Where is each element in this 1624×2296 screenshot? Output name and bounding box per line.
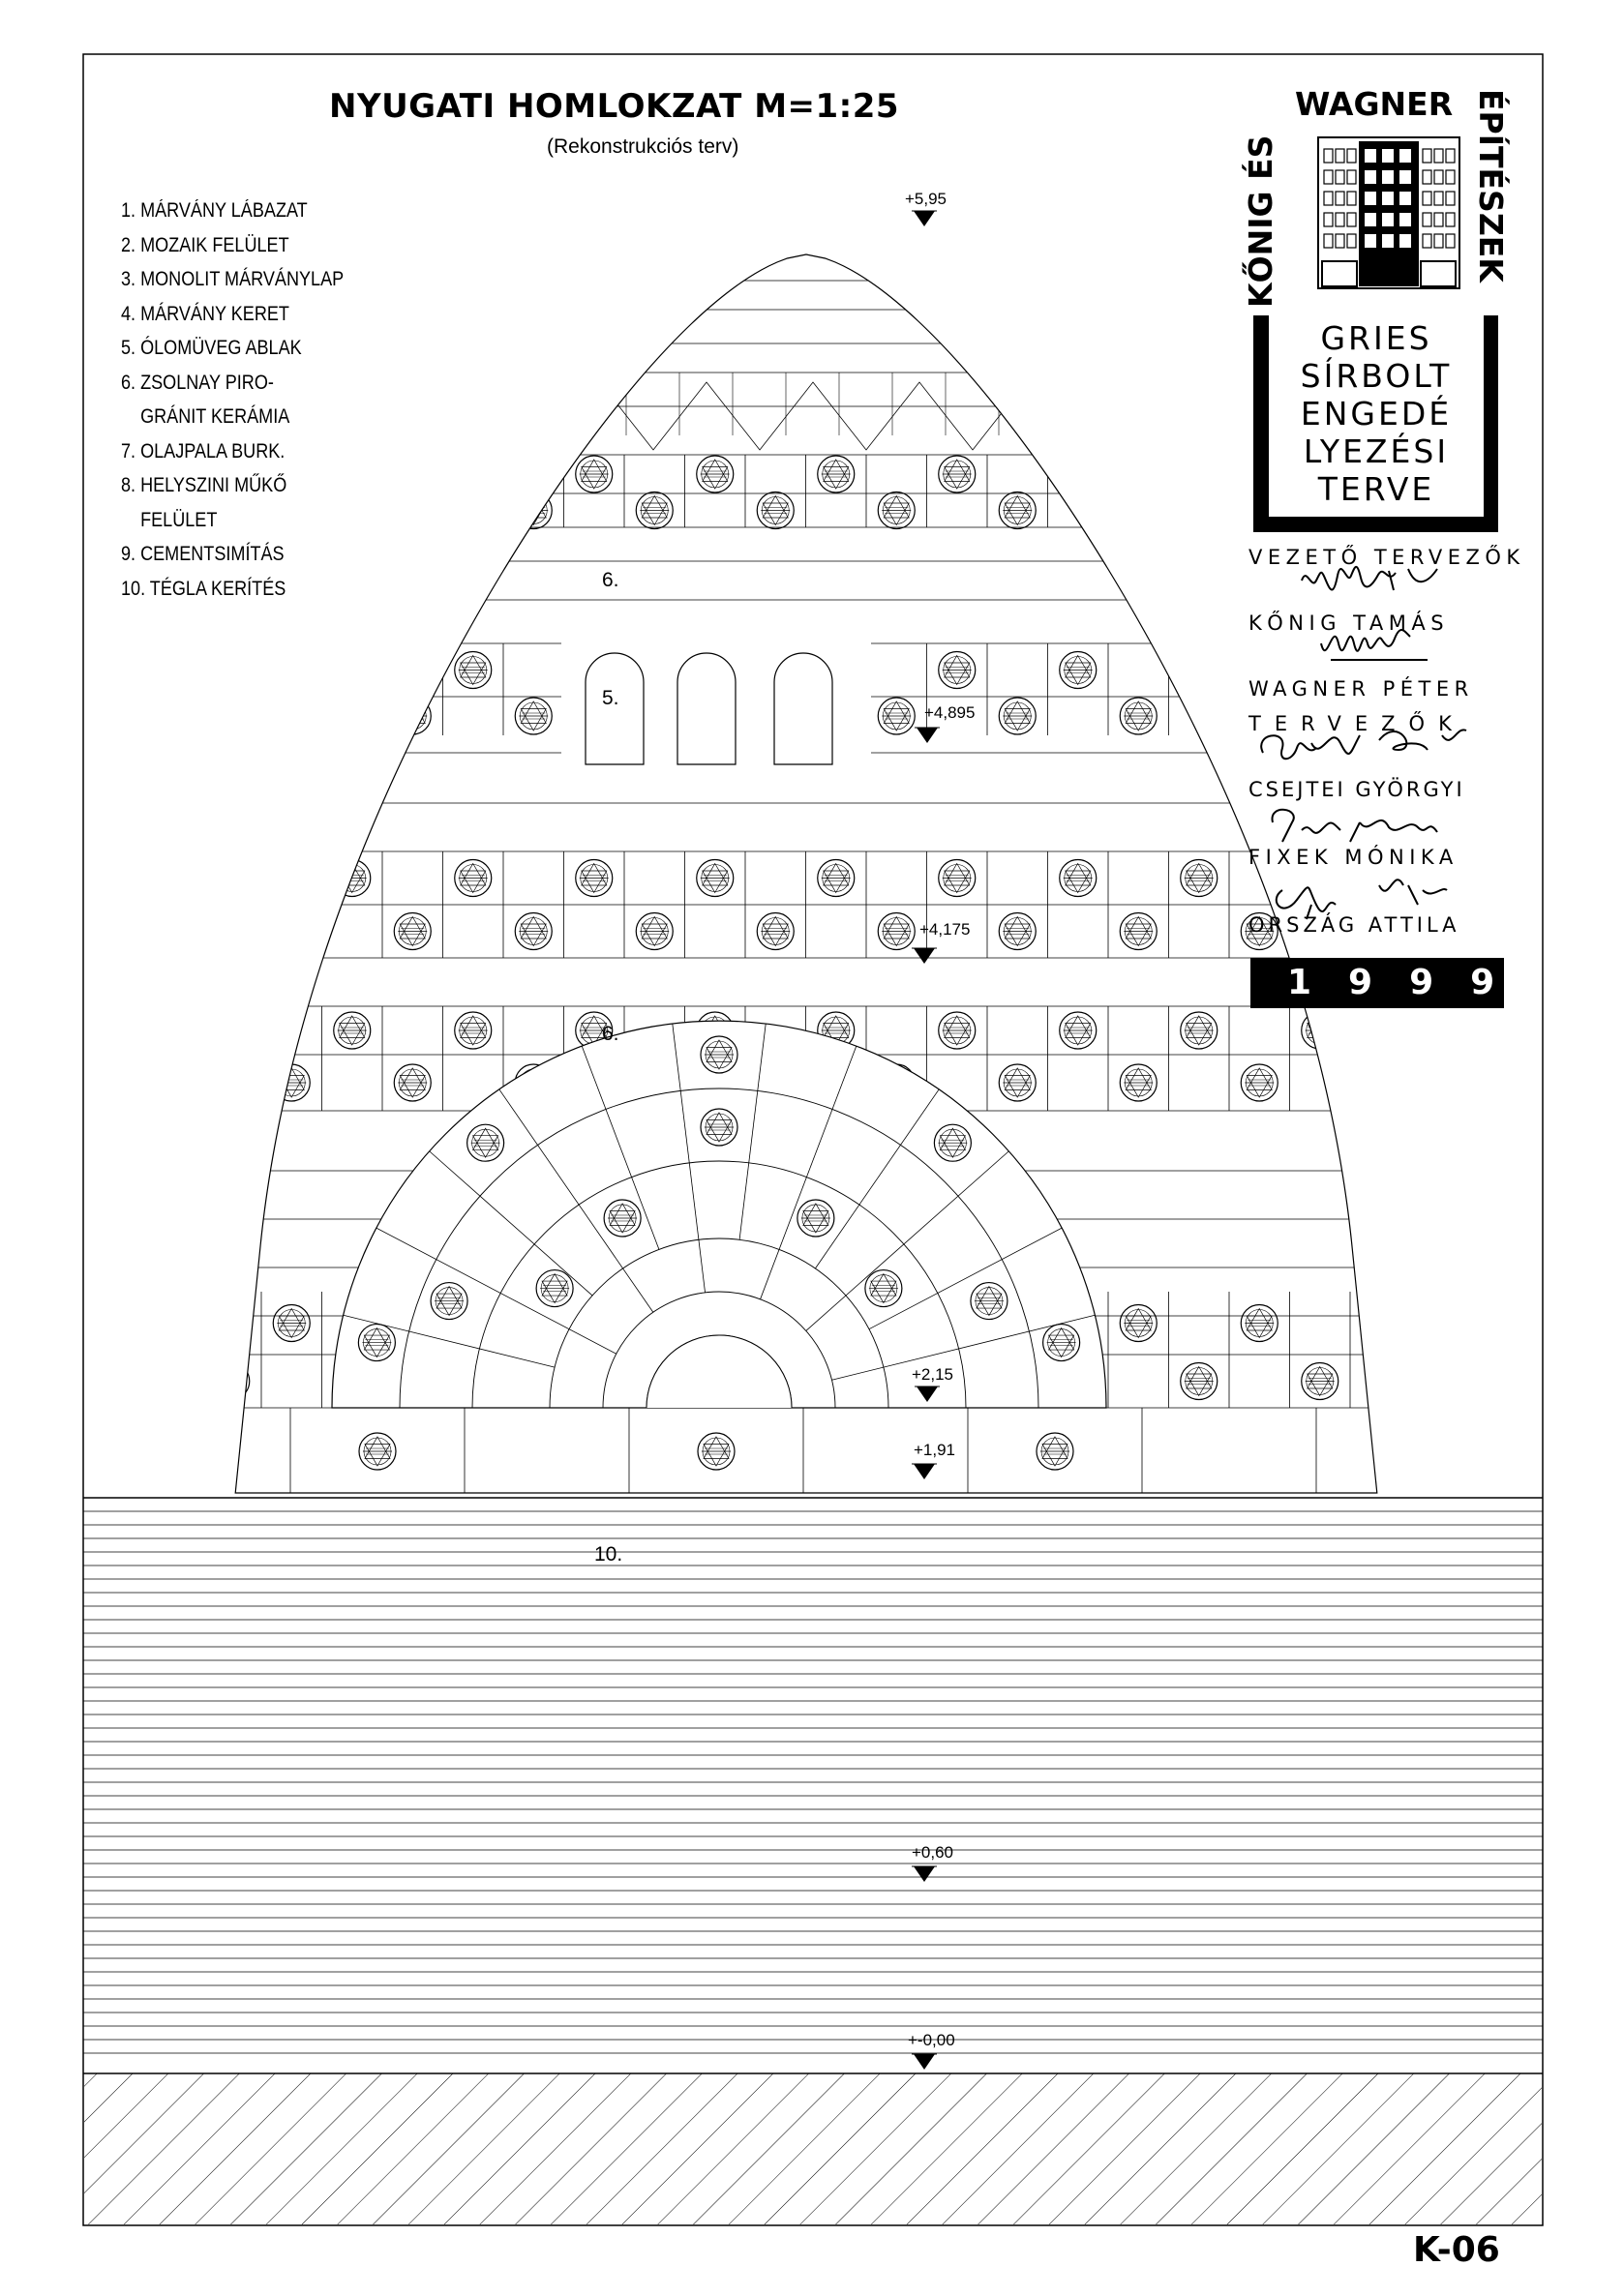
level-label: +5,95 xyxy=(905,190,947,208)
firm-building-logo xyxy=(1316,135,1461,290)
logo-window xyxy=(1347,192,1356,205)
logo-window xyxy=(1382,234,1394,248)
ceramic-medallion xyxy=(273,913,310,950)
level-marker-triangle xyxy=(917,728,938,743)
ceramic-medallion xyxy=(334,652,371,689)
logo-window xyxy=(1336,170,1344,184)
legend-item: 6. ZSOLNAY PIRO- xyxy=(121,371,274,394)
logo-window xyxy=(1365,234,1376,248)
logo-window xyxy=(1324,170,1333,184)
logo-window xyxy=(1382,192,1394,205)
ceramic-medallion xyxy=(394,913,431,950)
ceramic-medallion xyxy=(1060,1012,1097,1049)
ceramic-medallion xyxy=(697,456,734,492)
logo-window xyxy=(1423,192,1431,205)
ceramic-medallion xyxy=(455,652,492,689)
ceramic-medallion xyxy=(999,913,1036,950)
ceramic-medallion xyxy=(1181,860,1218,897)
ceramic-medallion xyxy=(1120,1064,1157,1101)
ceramic-medallion xyxy=(334,1012,371,1049)
ceramic-medallion xyxy=(359,1433,396,1470)
legend-item: 3. MONOLIT MÁRVÁNYLAP xyxy=(121,268,345,290)
ceramic-medallion xyxy=(1302,1363,1338,1400)
ceramic-medallion xyxy=(1362,1064,1398,1101)
ceramic-medallion xyxy=(152,1305,189,1342)
firm-name-top: WAGNER xyxy=(1295,85,1454,123)
level-marker-triangle xyxy=(914,1464,935,1479)
legend-item: 9. CEMENTSIMÍTÁS xyxy=(121,543,285,565)
level-marker-triangle xyxy=(914,1866,935,1882)
designer-name: CSEJTEI GYÖRGYI xyxy=(1248,778,1465,801)
legend-item: GRÁNIT KERÁMIA xyxy=(121,405,290,428)
callout-number: 10. xyxy=(594,1543,623,1565)
level-marker-triangle xyxy=(914,211,935,226)
ceramic-medallion xyxy=(697,860,734,897)
legend-item: 10. TÉGLA KERÍTÉS xyxy=(121,577,286,600)
logo-window xyxy=(1336,234,1344,248)
logo-window xyxy=(1446,170,1455,184)
logo-window xyxy=(1399,170,1411,184)
arch-portal xyxy=(332,1021,1106,1408)
legend-item: 4. MÁRVÁNY KERET xyxy=(121,302,289,325)
ceramic-medallion xyxy=(1181,652,1218,689)
lead-designers-heading: VEZETŐ TERVEZŐK xyxy=(1248,546,1525,569)
ceramic-medallion xyxy=(939,652,976,689)
logo-window xyxy=(1434,234,1443,248)
ground-hatch xyxy=(84,2073,1542,2224)
ceramic-medallion xyxy=(999,492,1036,529)
logo-window xyxy=(1399,234,1411,248)
logo-window xyxy=(1399,149,1411,163)
ceramic-medallion xyxy=(1060,652,1097,689)
designer-name: ORSZÁG ATTILA xyxy=(1248,913,1460,937)
ceramic-medallion xyxy=(818,860,855,897)
frieze-zigzag xyxy=(387,382,1239,450)
callout-number: 6. xyxy=(602,1023,619,1045)
ceramic-medallion xyxy=(394,1064,431,1101)
ceramic-medallion xyxy=(213,1012,250,1049)
drawing-title: NYUGATI HOMLOKZAT M=1:25 xyxy=(329,87,900,126)
ceramic-medallion xyxy=(1423,1363,1459,1400)
logo-window xyxy=(1399,213,1411,226)
firm-name-right: ÉPÍTÉSZEK xyxy=(1472,89,1510,283)
designer-name: KŐNIG TAMÁS xyxy=(1248,611,1450,635)
ceramic-medallion xyxy=(757,913,794,950)
logo-window xyxy=(1446,192,1455,205)
legend-item: 7. OLAJPALA BURK. xyxy=(121,439,286,462)
sheet-number: K-06 xyxy=(1413,2230,1500,2270)
ceramic-medallion xyxy=(939,456,976,492)
ceramic-medallion xyxy=(1037,1433,1073,1470)
ceramic-medallion xyxy=(394,492,431,529)
year-badge: 1999 xyxy=(1250,958,1504,1008)
logo-window xyxy=(1423,170,1431,184)
ceramic-medallion xyxy=(878,492,915,529)
ceramic-medallion xyxy=(939,860,976,897)
ceramic-medallion xyxy=(757,492,794,529)
ceramic-medallion xyxy=(1241,1064,1278,1101)
logo-window xyxy=(1347,149,1356,163)
logo-window xyxy=(1446,234,1455,248)
logo-window xyxy=(1399,192,1411,205)
ceramic-medallion xyxy=(1181,1363,1218,1400)
material-legend xyxy=(121,194,344,606)
logo-window xyxy=(1347,234,1356,248)
ceramic-medallion xyxy=(878,698,915,734)
drawing-subtitle: (Rekonstrukciós terv) xyxy=(547,135,739,158)
callout-number: 6. xyxy=(602,569,619,591)
logo-window xyxy=(1382,170,1394,184)
logo-window xyxy=(1324,213,1333,226)
logo-window xyxy=(1423,149,1431,163)
logo-window xyxy=(1446,213,1455,226)
designer-name: FIXEK MÓNIKA xyxy=(1248,846,1459,869)
logo-window xyxy=(1382,213,1394,226)
ceramic-medallion xyxy=(334,860,371,897)
logo-window xyxy=(1347,213,1356,226)
logo-window xyxy=(1382,149,1394,163)
ceramic-medallion xyxy=(1241,1305,1278,1342)
ceramic-medallion xyxy=(455,1012,492,1049)
ceramic-medallion xyxy=(1120,1305,1157,1342)
ceramic-medallion xyxy=(273,1305,310,1342)
project-title-box xyxy=(1253,315,1498,532)
logo-window xyxy=(1423,234,1431,248)
ceramic-medallion xyxy=(394,698,431,734)
designers-heading: TERVEZŐK xyxy=(1248,712,1465,735)
level-label: +4,175 xyxy=(919,920,971,939)
ceramic-medallion xyxy=(576,456,613,492)
ceramic-medallion xyxy=(1060,860,1097,897)
legend-item: 5. ÓLOMÜVEG ABLAK xyxy=(121,337,302,359)
ceramic-medallion xyxy=(1120,698,1157,734)
ceramic-medallion xyxy=(455,456,492,492)
ceramic-medallion xyxy=(1362,1305,1398,1342)
logo-window xyxy=(1324,149,1333,163)
legend-item: 2. MOZAIK FELÜLET xyxy=(121,233,289,256)
ceramic-medallion xyxy=(999,698,1036,734)
ceramic-medallion xyxy=(1181,1012,1218,1049)
ceramic-medallion xyxy=(1120,492,1157,529)
logo-window xyxy=(1336,149,1344,163)
level-label: +-0,00 xyxy=(908,2031,955,2049)
designer-name: WAGNER PÉTER xyxy=(1248,677,1474,701)
logo-window xyxy=(1423,213,1431,226)
ceramic-medallion xyxy=(213,1363,250,1400)
level-label: +2,15 xyxy=(912,1365,954,1384)
handwritten-signatures xyxy=(1244,542,1515,948)
ceramic-medallion xyxy=(1302,1012,1338,1049)
level-marker-triangle xyxy=(914,2054,935,2070)
legend-item: 1. MÁRVÁNY LÁBAZAT xyxy=(121,199,308,222)
ceramic-medallion xyxy=(636,492,673,529)
brick-fence xyxy=(83,1498,1543,2053)
firm-name-left: KŐNIG ÉS xyxy=(1242,134,1279,308)
ceramic-medallion xyxy=(213,860,250,897)
logo-window xyxy=(1434,149,1443,163)
logo-window xyxy=(1446,149,1455,163)
level-label: +1,91 xyxy=(914,1441,956,1459)
logo-window xyxy=(1324,192,1333,205)
ceramic-medallion xyxy=(576,860,613,897)
ceramic-medallion xyxy=(636,913,673,950)
level-label: +4,895 xyxy=(924,703,976,722)
project-title: GRIES SÍRBOLT ENGEDÉ LYEZÉSI TERVE xyxy=(1300,319,1453,508)
ceramic-medallion xyxy=(515,913,552,950)
ceramic-medallion xyxy=(1060,456,1097,492)
ceramic-medallion xyxy=(515,698,552,734)
logo-window xyxy=(1434,213,1443,226)
ceramic-medallion xyxy=(698,1433,735,1470)
logo-window xyxy=(1336,213,1344,226)
level-label: +0,60 xyxy=(912,1843,954,1862)
logo-window xyxy=(1365,149,1376,163)
legend-item: FELÜLET xyxy=(121,508,218,531)
logo-window xyxy=(1365,213,1376,226)
ceramic-medallion xyxy=(1120,913,1157,950)
logo-window xyxy=(1336,192,1344,205)
logo-window xyxy=(1324,234,1333,248)
logo-window xyxy=(1434,170,1443,184)
level-marker-triangle xyxy=(914,948,935,964)
ceramic-medallion xyxy=(939,1012,976,1049)
callout-number: 5. xyxy=(602,687,619,709)
ceramic-medallion xyxy=(999,1064,1036,1101)
logo-window xyxy=(1365,192,1376,205)
ceramic-medallion xyxy=(818,456,855,492)
ceramic-medallion xyxy=(455,860,492,897)
ceramic-medallion xyxy=(878,913,915,950)
logo-window xyxy=(1347,170,1356,184)
logo-window xyxy=(1365,170,1376,184)
legend-item: 8. HELYSZINI MŰKŐ xyxy=(121,474,287,496)
logo-window xyxy=(1434,192,1443,205)
